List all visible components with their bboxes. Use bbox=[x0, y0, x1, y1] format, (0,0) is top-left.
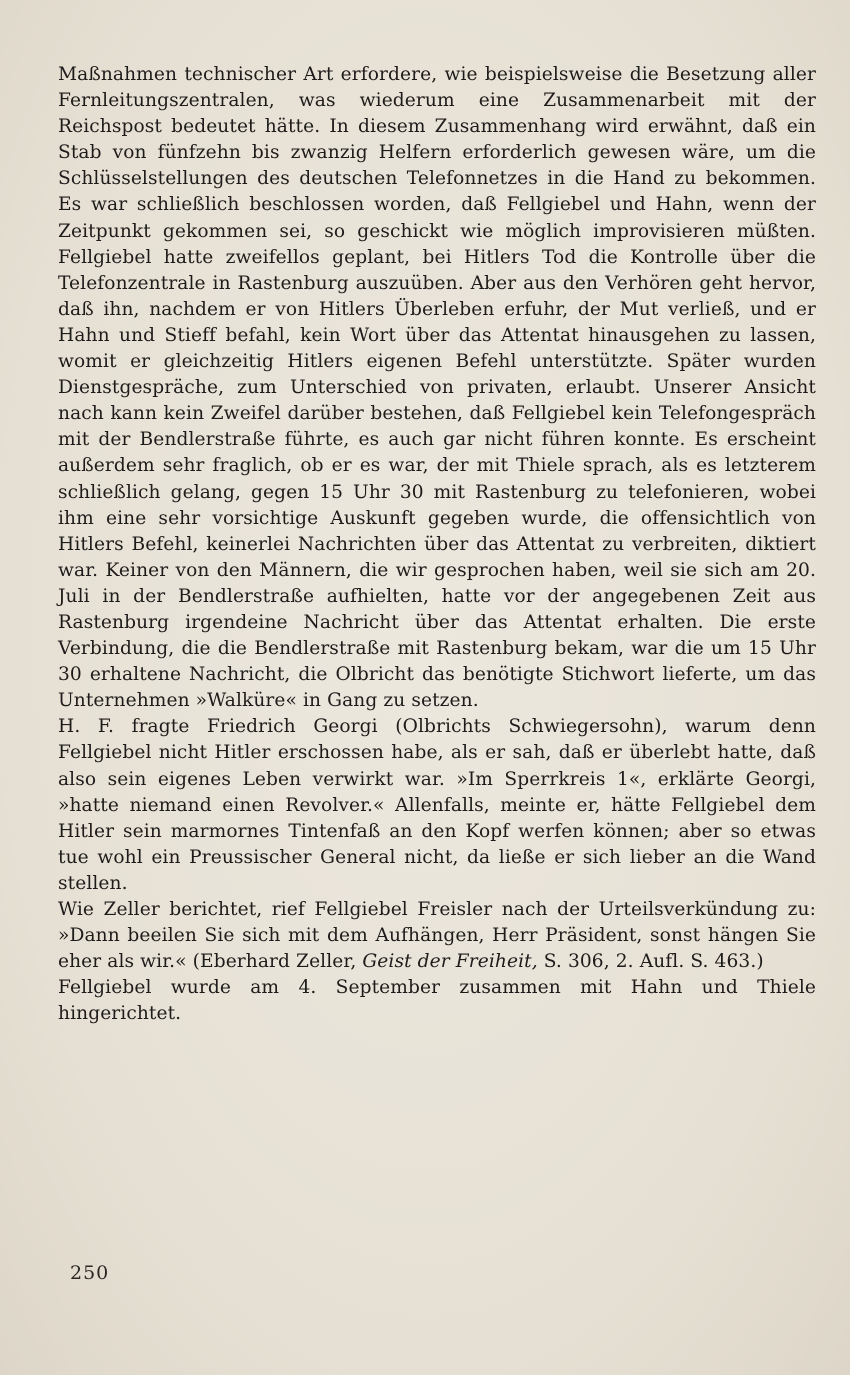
paragraph-telephone-control: Maßnahmen technischer Art erfordere, wie beispielsweise die Besetzung aller Fernleitungszentralen, was wiederum eine Zusammenarbeit mit der Reichspost bedeutet hätte. In diesem Zusammenhang wird erwähnt, daß ein Stab von fünfzehn bis zwanzig Helfern erforderlich gewesen wäre, um die Schlüsselstellungen des deutschen Telefonnetzes in die Hand zu bekommen. Es war schließlich beschlossen worden, daß Fellgiebel und Hahn, wenn der Zeitpunkt gekommen sei, so geschickt wie möglich improvisieren müßten. Fellgiebel hatte zweifellos geplant, bei Hitlers Tod die Kontrolle über die Telefonzentrale in Rastenburg auszuüben. Aber aus den Verhören geht hervor, daß ihn, nachdem er von Hitlers Überleben erfuhr, der Mut verließ, und er Hahn und Stieff befahl, kein Wort über das Attentat hinausgehen zu lassen, womit er gleichzeitig Hitlers eigenen Befehl unterstützte. Später wurden Dienstgespräche, zum Unterschied von privaten, erlaubt. Unserer Ansicht nach kann kein Zweifel darüber bestehen, daß Fellgiebel kein Telefongespräch mit der Bendlerstraße führte, es auch gar nicht führen konnte. Es erscheint außerdem sehr fraglich, ob er es war, der mit Thiele sprach, als es letzterem schließlich gelang, gegen 15 Uhr 30 mit Rastenburg zu telefonieren, wobei ihm eine sehr vorsichtige Auskunft gegeben wurde, die offensichtlich von Hitlers Befehl, keinerlei Nachrichten über das Attentat zu verbreiten, diktiert war. Keiner von den Männern, die wir gesprochen haben, weil sie sich am 20. Juli in der Bendlerstraße aufhielten, hatte vor der angegebenen Zeit aus Rastenburg irgendeine Nachricht über das Attentat erhalten. Die erste Verbindung, die die Bendlerstraße mit Rastenburg bekam, war die um 15 Uhr 30 erhaltene Nachricht, die Olbricht das benötigte Stichwort lieferte, um das Unternehmen »Walküre« in Gang zu setzen. bbox=[58, 64, 816, 712]
paragraph-execution: Fellgiebel wurde am 4. September zusammen mit Hahn und Thiele hingerichtet. bbox=[58, 977, 816, 1025]
zeller-citation: S. 306, 2. Aufl. S. 463.) bbox=[537, 951, 764, 973]
paragraph-georgi-interview: H. F. fragte Friedrich Georgi (Olbrichts Schwiegersohn), warum denn Fellgiebel nicht Hitler erschossen habe, als er sah, daß er überlebt hatte, daß also sein eigenes Leben verwirkt war. »Im Sperrkreis 1«, erklärte Georgi, »hatte niemand einen Revolver.« Allenfalls, meinte er, hätte Fellgiebel dem Hitler sein marmornes Tintenfaß an den Kopf werfen können; aber so etwas tue wohl ein Preussischer General nicht, da ließe er sich lieber an die Wand stellen. bbox=[58, 716, 816, 894]
paragraph-zeller-quote bbox=[58, 897, 816, 975]
page-number: 250 bbox=[70, 1262, 110, 1284]
book-title: Geist der Freiheit, bbox=[362, 951, 538, 973]
body-text bbox=[58, 62, 816, 1027]
zeller-quote-text: Wie Zeller berichtet, rief Fellgiebel Freisler nach der Urteilsverkündung zu: »Dann beeilen Sie sich mit dem Aufhängen, Herr Präsident, sonst hängen Sie eher als wir.« (Eberhard Zeller, bbox=[58, 899, 816, 973]
